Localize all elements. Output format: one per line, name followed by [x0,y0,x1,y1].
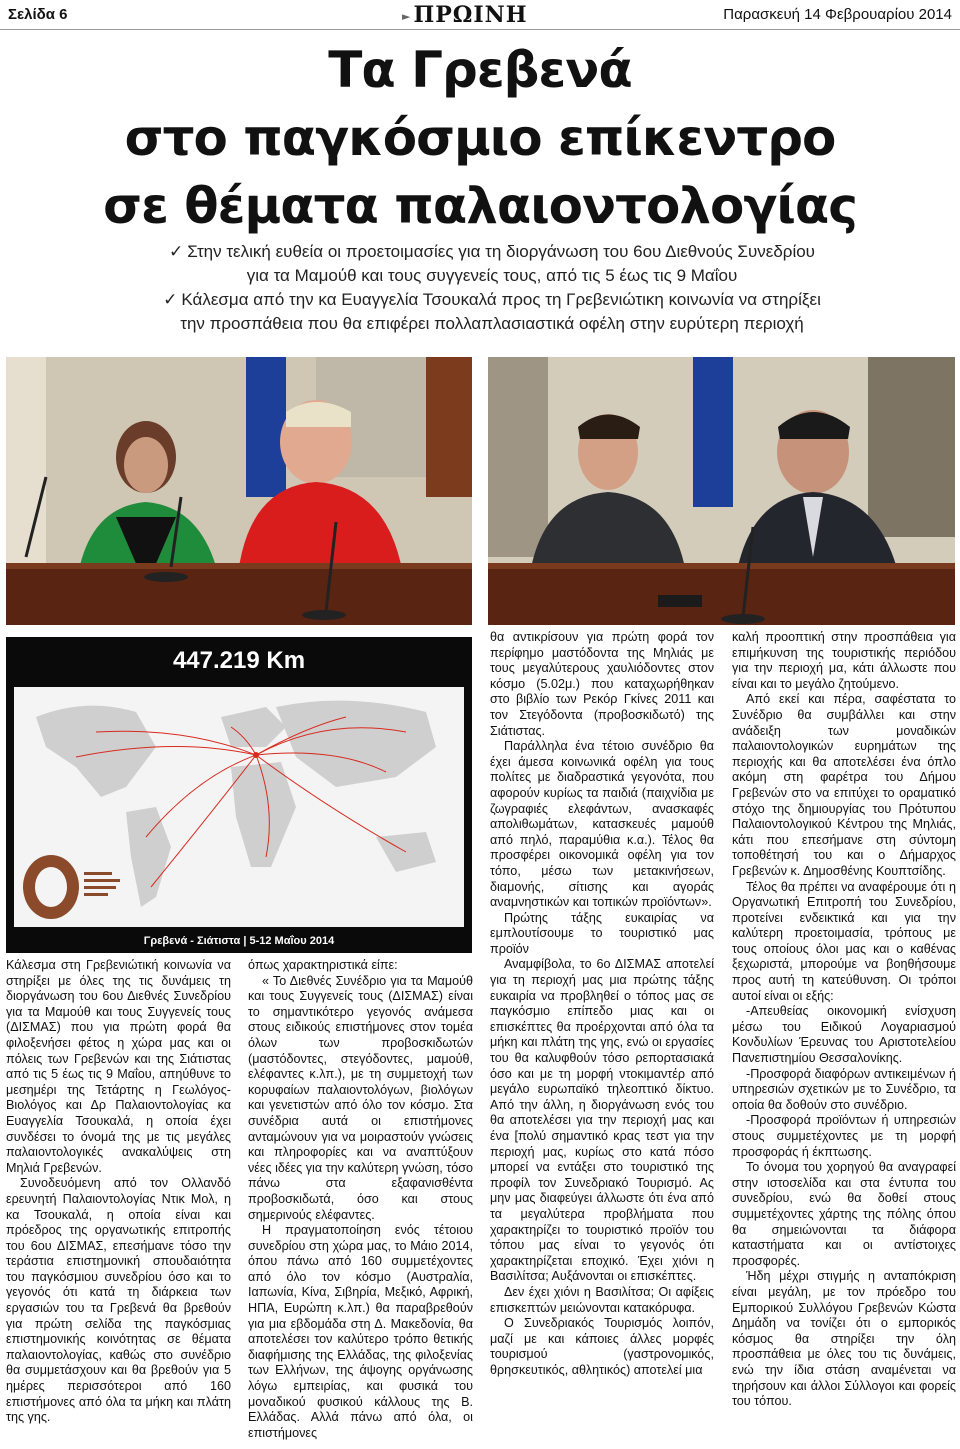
subheading: Πρώτης τάξης ευκαιρίας να εμπλουτίσουμε το τουριστικό μας προϊόν [490,910,714,956]
paragraph: -Προσφορά διαφόρων αντικειμένων ή υπηρεσιών σχετικών με το Συνέδριο, τα οποία θα δοθούν στο συνέδριο. [732,1066,956,1112]
paragraph: Από εκεί και πέρα, σαφέστατα το Συνέδριο θα συμβάλλει και στην ανάδειξη των μοναδικών παλαιοντολογικών ευρημάτων της περιοχής και θα αποτελέσει ένα όπλο ακόμη στη φαρέτρα του Δήμου Γρεβενών στο να επιτύχει το οραματικό στόχο της δημιουργίας του Πρότυπου Παλαιοντολογικού Κέντρου της Μηλιάς, κάτι που επεσήμανε στη σύντομη τοποθέτησή του και ο Δήμαρχος Γρεβενών κ. Δημοσθένης Κουπτσίδης. [732,692,956,878]
check-icon: ✓ [163,290,178,310]
check-icon: ✓ [169,242,184,262]
bullet-text: Κάλεσμα από την κα Ευαγγελία Τσουκαλά προς τη Γρεβενιώτικη κοινωνία να στηρίξει [181,290,821,309]
headline-line-1: Τα Γρεβενά [328,41,632,99]
paragraph: Αναμφίβολα, το 6ο ΔΙΣΜΑΣ αποτελεί για τη περιοχή μας μια πρώτης τάξης ευκαιρία να προβληθεί ο τόπος μας σε παγκόσμιο επίπεδο μιας και οι επισκέπτες θα προέρχονται από όλα τα μήκη και πλάτη της γης, ενώ οι εργασίες του θα καλυφθούν τόσο ρεπορτασιακά όσο και με τη μορφή ντοκιμαντέρ από μεγάλο ευρωπαϊκό τηλεοπτικό δίκτυο. Από την άλλη, η διοργάνωση ενός του θα αποτελέσει για την περιοχή μας και ένα [πολύ σημαντικό κρας τεστ για την περιοχή μας, κυρίως στο κατά πόσο μπορεί να εντάξει στο τουριστικό της προφίλ τον Συνεδριακό Τουρισμό. Ας μην μας διαφεύγει άλλωστε ότι ένα από τα μεγαλύτερα προβλήματα που χαρακτηρίζει το τουριστικό προϊόν του τόπου μας είναι το γεγονός ότι χαρακτηρίζεται εποχικό. Έχει χιόνι η Βασιλίτσα; Αυξάνονται οι επισκέπτες. [490,957,714,1284]
bullet-item [62,288,922,336]
article-column-2 [248,958,473,1441]
paragraph: Το όνομα του χορηγού θα αναγραφεί στην ιστοσελίδα και στα έντυπα του συνεδρίου, ενώ θα δοθεί στους συμμετέχοντες χάρτης της πόλης όπου θα σημειώνονται τα διάφορα καταστήματα και οι αντίστοιχες προσφορές. [732,1160,956,1268]
paragraph: Παράλληλα ένα τέτοιο συνέδριο θα έχει άμεσα κοινωνικά οφέλη για τους πολίτες με διαδραστικά γεγονότα, που αφορούν κυρίως τα παιδιά (παιχνίδια με ζωγραφιές ελεφάντων, ανασκαφές απολιθωμάτων, κατασκευές μαμούθ από πηλό, παραμύθια κ.α.). Τέλος θα προσφέρει οικονομικά οφέλη για τον τόπο, μέσω των μετακινήσεων, διαμονής, σίτισης και αγοράς αναμνηστικών και τοπικών προϊόντων». [490,739,714,910]
article-column-3 [490,630,714,1379]
press-conference-photo-left [6,357,472,625]
bullet-item [62,240,922,288]
headline-line-3: σε θέματα παλαιοντολογίας [103,177,857,235]
paragraph: Ο Συνεδριακός Τουρισμός λοιπόν, μαζί με και κάποιες άλλες μορφές τουρισμού (γαστρονομικός, θρησκευτικός, αθλητικός) αποτελεί μια [490,1316,714,1377]
poster-caption: Γρεβενά - Σιάτιστα | 5-12 Μαΐου 2014 [143,935,335,947]
photo-illustration [6,357,472,625]
article-headline [0,36,960,240]
masthead-text: ΠΡΩΙΝΗ [413,2,528,28]
press-conference-photo-right [488,357,955,625]
world-map-illustration [6,637,472,953]
paragraph: Συνοδευόμενη από τον Ολλανδό ερευνητή Παλαιοντολογίας Ντικ Μολ, η κα Τσουκαλά, η οποία είναι και πρόεδρος της οργανωτικής επιτροπής του 6ου ΔΙΣΜΑΣ, επεσήμανε τόσο την τεράστια επιστημονική σπουδαιότητα του παγκόσμιου συνεδρίου όσο και το γεγονός ότι κατά τη διάρκεια των εργασιών του τα Γρεβενά θα βρεθούν για πρώτη σελίδα της παγκόσμιας επιστημονικής κοινότητας σε θέματα παλαιοντολογίας, καθώς στο συνέδριο θα συμμετάσχουν και θα βρεθούν για 5 ημέρες περισσότεροι από 160 επιστήμονες από όλα τα μήκη και πλάτη της γης. [6,1176,231,1425]
paragraph: καλή προοπτική στην προσπάθεια για επιμήκυνση της τουριστικής περιόδου για την περιοχή μα, κάτι άλλωστε που είναι και το μεγάλο ζητούμενο. [732,630,956,691]
paragraph: « Το Διεθνές Συνέδριο για τα Μαμούθ και τους Συγγενείς τους (ΔΙΣΜΑΣ) είναι το σημαντικότερο γεγονός ανάμεσα στους ειδικούς επιστήμονες στον τομέα όλων των προβοσκιδωτών (μαστόδοντες, στεγόδοντες, μαμούθ, ελέφαντες κ.λπ.), με τη συμμετοχή των κορυφαίων παλαιοντολόγων, βιολόγων και γενετιστών από όλο τον κόσμο. Στα συνέδρια αυτά οι επιστήμονες ανταμώνουν για να μοιραστούν γνώσεις και πληροφορίες και να αναπτύξουν νέες ιδέες για την καλύτερη γνώση, τόσο πάνω στα εξαφανισθέντα προβοσκιδωτά, όσο και στους σημερινούς ελέφαντες. [248,973,473,1222]
arrow-right-icon: ► [402,9,412,23]
paragraph: Η πραγματοποίηση ενός τέτοιου συνεδρίου στη χώρα μας, το Μάιο 2014, όπου πάνω από 160 συμμετέχοντες από όλο τον κόσμο (Αυστραλία, Ιαπωνία, Κίνα, Σιβηρία, Μεξικό, Αφρική, ΗΠΑ, Ευρώπη κ.λπ.) θα παραβρεθούν για μια εβδομάδα στη Δ. Μακεδονία, θα αποτελέσει τον καλύτερο τρόπο θετικής διαφήμισης της Ελλάδας, της φιλοξενίας των Ελλήνων, της άψογης οργάνωσης λόγω εμπειρίας, και φυσικά του μοναδικού φυσικού κάλλους της Β. Ελλάδας. Αλλά πάνω από όλα, οι επιστήμονες [248,1223,473,1440]
paragraph: Τέλος θα πρέπει να αναφέρουμε ότι η Οργανωτική Επιτροπή του Συνεδρίου, προτείνει ενδεικτικά και για την καλύτερη προετοιμασία, τρόπους με τους οποίους όλοι μας και ο καθένας ξεχωριστά, μπορούμε να βοηθήσουμε προς αυτή τη κατεύθυνση. Οι τρόποι αυτοί είναι οι εξής: [732,879,956,1003]
bullet-text: την προσπάθεια που θα επιφέρει πολλαπλασιαστικά οφέλη στην ευρύτερη περιοχή [180,314,804,333]
photo-illustration [488,357,955,625]
conference-poster-map [6,637,472,953]
poster-distance-title: 447.219 Km [172,647,306,674]
paragraph: -Προσφορά προϊόντων ή υπηρεσιών στους συμμετέχοντες με τη μορφή προσφοράς ή έκπτωσης. [732,1113,956,1159]
subheadline-bullets [62,240,922,336]
article-column-1 [6,958,231,1426]
paragraph: -Απευθείας οικονομική ενίσχυση μέσω του Ειδικού Λογαριασμού Κονδυλίων Έρευνας του Αριστοτελείου Πανεπιστημίου Θεσσαλονίκης. [732,1004,956,1066]
bullet-text: Στην τελική ευθεία οι προετοιμασίες για τη διοργάνωση του 6ου Διεθνούς Συνεδρίου [187,242,815,261]
paragraph: Κάλεσμα στη Γρεβενιώτική κοινωνία να στηρίξει με όλες της τις δυνάμεις τη διοργάνωση του 6ου Διεθνές Συνεδρίου για τα Μαμούθ και τους Συγγενείς τους (ΔΙΣΜΑΣ) που για πρώτη φορά θα φιλοξενήσει φέτος η χώρα μας και οι πόλεις των Γρεβενών και της Σιάτιστας από τις 5 έως τις 9 Μαΐου, απηύθυνε το μεσημέρι της Τετάρτης η Γεωλόγος-Βιολόγος και Δρ Παλαιοντολογίας κα Ευαγγελία Τσουκαλά, η οποία έχει συνδέσει το όνομά της με τις μεγάλες παλαιοντολογικές ανακαλύψεις στη Μηλιά Γρεβενών. [6,958,231,1175]
paragraph: Δεν έχει χιόνι η Βασιλίτσα; Οι αφίξεις επισκεπτών μειώνονται κατακόρυφα. [490,1284,714,1315]
paragraph: όπως χαρακτηριστικά είπε: [248,958,398,972]
paragraph: θα αντικρίσουν για πρώτη φορά τον περίφημο μαστόδοντα της Μηλιάς με τους μεγαλύτερους χαυλιόδοντες στον κόσμο (5.02μ.) που καταχωρήθηκαν στο βιβλίο των Ρεκόρ Γκίνες 2011 και τον Στεγόδοντα (προβοσκιδωτό) της Σιάτιστας. [490,630,714,738]
article-column-4 [732,630,956,1410]
page-number: Σελίδα 6 [8,6,68,23]
paragraph: Ήδη μέχρι στιγμής η ανταπόκριση είναι μεγάλη, με τον πρόεδρο του Εμπορικού Συλλόγου Γρεβενών Κώστα Δημάδη να τονίζει ότι ο εμπορικός κόσμος θα στηρίξει την όλη προσπάθεια με όλες του τις δυνάμεις, ενώ την ίδια στάση αναμένεται να τηρήσουν και άλλοι Σύλλογοι και φορείς του τόπου. [732,1269,956,1409]
headline-line-2: στο παγκόσμιο επίκεντρο [124,109,836,167]
newspaper-masthead [402,2,528,28]
page-header [0,0,960,30]
bullet-text: για τα Μαμούθ και τους συγγενείς τους, από τις 5 έως τις 9 Μαΐου [246,266,738,285]
issue-date: Παρασκευή 14 Φεβρουαρίου 2014 [723,6,952,23]
